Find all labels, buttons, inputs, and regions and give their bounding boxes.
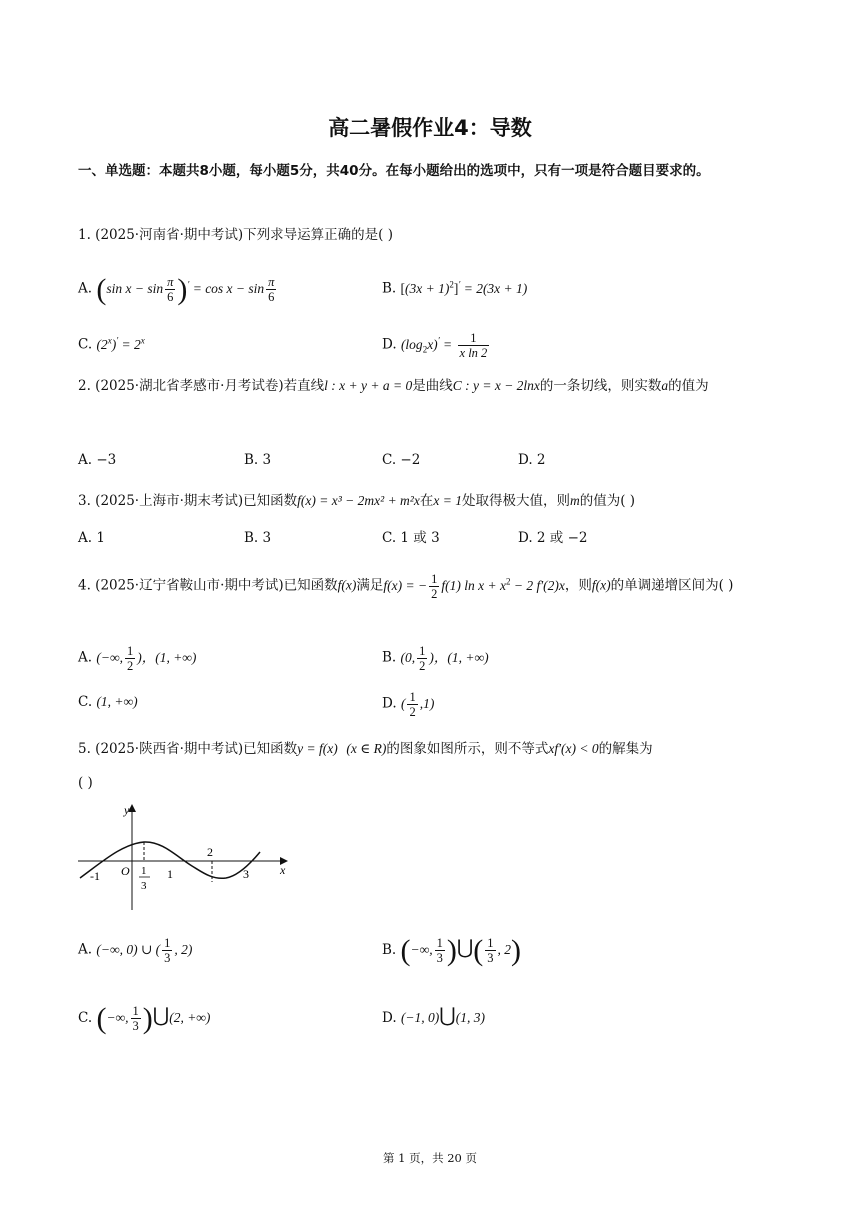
tick-2: 2 (207, 845, 213, 859)
q1-option-b: B. $[(3x + 1)^2]' = 2(3x + 1)$ (382, 279, 528, 297)
q1-option-c: C. $(2^x)' = 2^x$ (78, 335, 145, 353)
q4-option-a: A. (−∞, $\frac{1}{2}$ )，(1, +∞) (78, 644, 197, 673)
origin-label: O (121, 864, 130, 878)
function-graph (74, 800, 298, 912)
y-label: y (124, 803, 130, 817)
question-1-stem: 1. (2025·河南省·期中考试)下列求导运算正确的是( ) (78, 227, 393, 243)
q3-option-a: A. 1 (78, 530, 105, 546)
q4-option-d: D. ( $\frac{1}{2}$ ,1) (382, 690, 435, 719)
page-footer: 第 1 页，共 20 页 (382, 1151, 478, 1165)
q5-option-b: B. (−∞, $\frac{1}{3}$ )⋃( $\frac{1}{3}$ , 2) (382, 933, 522, 967)
q2-option-b: B. 3 (244, 452, 272, 468)
tick-neg1: -1 (90, 869, 100, 883)
q1-option-a: A. (sin x − sin $\frac{\pi}{6}$ )′ = cos x − sin $\frac{\pi}{6}$ (78, 272, 275, 306)
question-5-paren: ( ) (78, 775, 93, 791)
question-2-stem: 2. (2025·湖北省孝感市·月考试卷)若直线l : x + y + a = 0是曲线C : y = x − 2lnx的一条切线，则实数a的值为 (78, 378, 709, 394)
q5-option-c: C. (−∞, $\frac{1}{3}$ )⋃(2, +∞) (78, 1001, 211, 1035)
tick-3: 3 (243, 867, 249, 881)
q4-option-c: C. (1, +∞) (78, 694, 138, 710)
question-3-stem: 3. (2025·上海市·期末考试)已知函数f(x) = x³ − 2mx² + m²x在x = 1处取得极大值，则m的值为( ) (78, 493, 636, 509)
tick-third-den: 3 (141, 880, 147, 892)
q3-option-c: C. 1 或 3 (382, 530, 440, 546)
q2-option-d: D. 2 (518, 452, 546, 468)
q2-option-c: C. −2 (382, 452, 421, 468)
tick-third-num: 1 (141, 865, 147, 877)
question-4-stem: 4. (2025·辽宁省鞍山市·期中考试)已知函数f(x)满足f(x) = − $\frac{1}{2}$ f(1) $\ln x + x^2 - 2$ f′(2)x，则f(x)的单调递增区间为( ) (78, 571, 734, 601)
q4-option-b: B. (0, $\frac{1}{2}$ )，(1, +∞) (382, 644, 489, 673)
x-label: x (280, 863, 286, 877)
tick-1: 1 (167, 867, 173, 881)
q5-option-a: A. (−∞, 0) ∪ ( $\frac{1}{3}$ , 2) (78, 936, 193, 965)
q5-option-d: D. (−1, 0)⋃(1, 3) (382, 1005, 485, 1027)
q2-option-a: A. −3 (78, 452, 117, 468)
q3-option-d: D. 2 或 −2 (518, 530, 588, 546)
q1-option-d: D. $(\log_2x)'$ = $\frac{1}{\text{x ln 2}}$ (382, 330, 488, 360)
section-heading: 一、单选题：本题共8小题，每小题5分，共40分。在每小题给出的选项中，只有一项是符合题目要求的。 (78, 163, 710, 179)
page-title: 高二暑假作业4：导数 (328, 116, 532, 140)
q3-option-b: B. 3 (244, 530, 272, 546)
question-5-stem: 5. (2025·陕西省·期中考试)已知函数y = f(x) (x ∈ R)的图象如图所示，则不等式xf′(x) < 0的解集为 (78, 741, 653, 757)
